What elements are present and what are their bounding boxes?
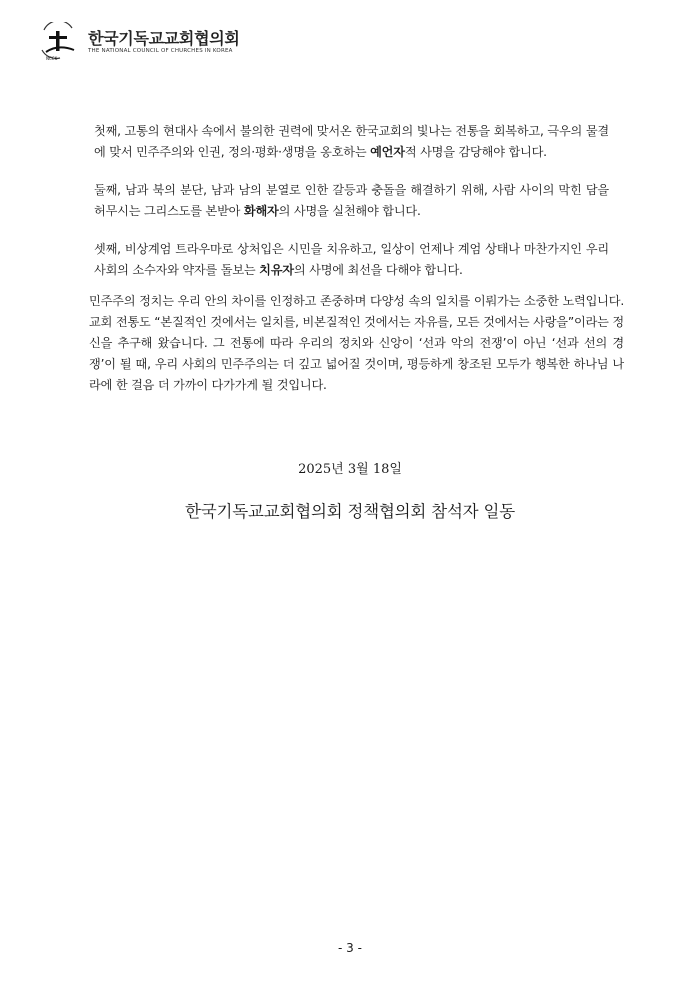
- main-paragraph: 민주주의 정치는 우리 안의 차이를 인정하고 존중하며 다양성 속의 일치를 이뤄가는 소중한 노력입니다. 교회 전통도 “본질적인 것에서는 일치를, 비본질적인 것에서는 자유를, 모든 것에서는 사랑을”이라는 정신을 추구해 왔습니다. 그 전통에 따라 우리의 정치와 신앙이 ‘선과 악의 전쟁’이 아닌 ‘선과 선의 경쟁’이 될 때, 우리 사회의 민주주의는 더 깊고 넓어질 것이며, 평등하게 창조된 모두가 행복한 하나님 나라에 한 걸음 더 가까이 다가가게 될 것입니다.: [89, 294, 624, 392]
- ncck-logo: [38, 22, 80, 62]
- svg-text:NCCK: NCCK: [46, 56, 58, 61]
- list-item-second: 둘째, 남과 북의 분단, 남과 남의 분열로 인한 갈등과 충돌을 해결하기 위해, 사람 사이의 막힌 담을 허무시는 그리스도를 본받아 화해자의 사명을 실천해야 합니다.: [94, 183, 609, 218]
- document-date: 2025년 3월 18일: [298, 462, 402, 477]
- org-subtitle: THE NATIONAL COUNCIL OF CHURCHES IN KOREA: [88, 48, 233, 54]
- emphasis-reconciler: 화해자: [243, 204, 279, 218]
- page-number: - 3 -: [338, 941, 362, 955]
- org-name: 한국기독교교회협의회: [88, 29, 240, 48]
- signature-line: 한국기독교교회협의회 정책협의회 참석자 일동: [185, 502, 515, 521]
- list-item-third: 셋째, 비상계엄 트라우마로 상처입은 시민을 치유하고, 일상이 언제나 계엄 상태나 마찬가지인 우리 사회의 소수자와 약자를 돌보는 치유자의 사명에 최선을 다해야 합니다.: [94, 242, 609, 277]
- list-item-first: 첫째, 고통의 현대사 속에서 불의한 권력에 맞서온 한국교회의 빛나는 전통을 회복하고, 극우의 물결에 맞서 민주주의와 인권, 정의·평화·생명을 옹호하는 예언자적 사명을 감당해야 합니다.: [94, 124, 609, 159]
- emphasis-prophet: 예언자: [370, 145, 405, 159]
- letterhead: [38, 22, 338, 62]
- emphasis-healer: 치유자: [259, 263, 294, 277]
